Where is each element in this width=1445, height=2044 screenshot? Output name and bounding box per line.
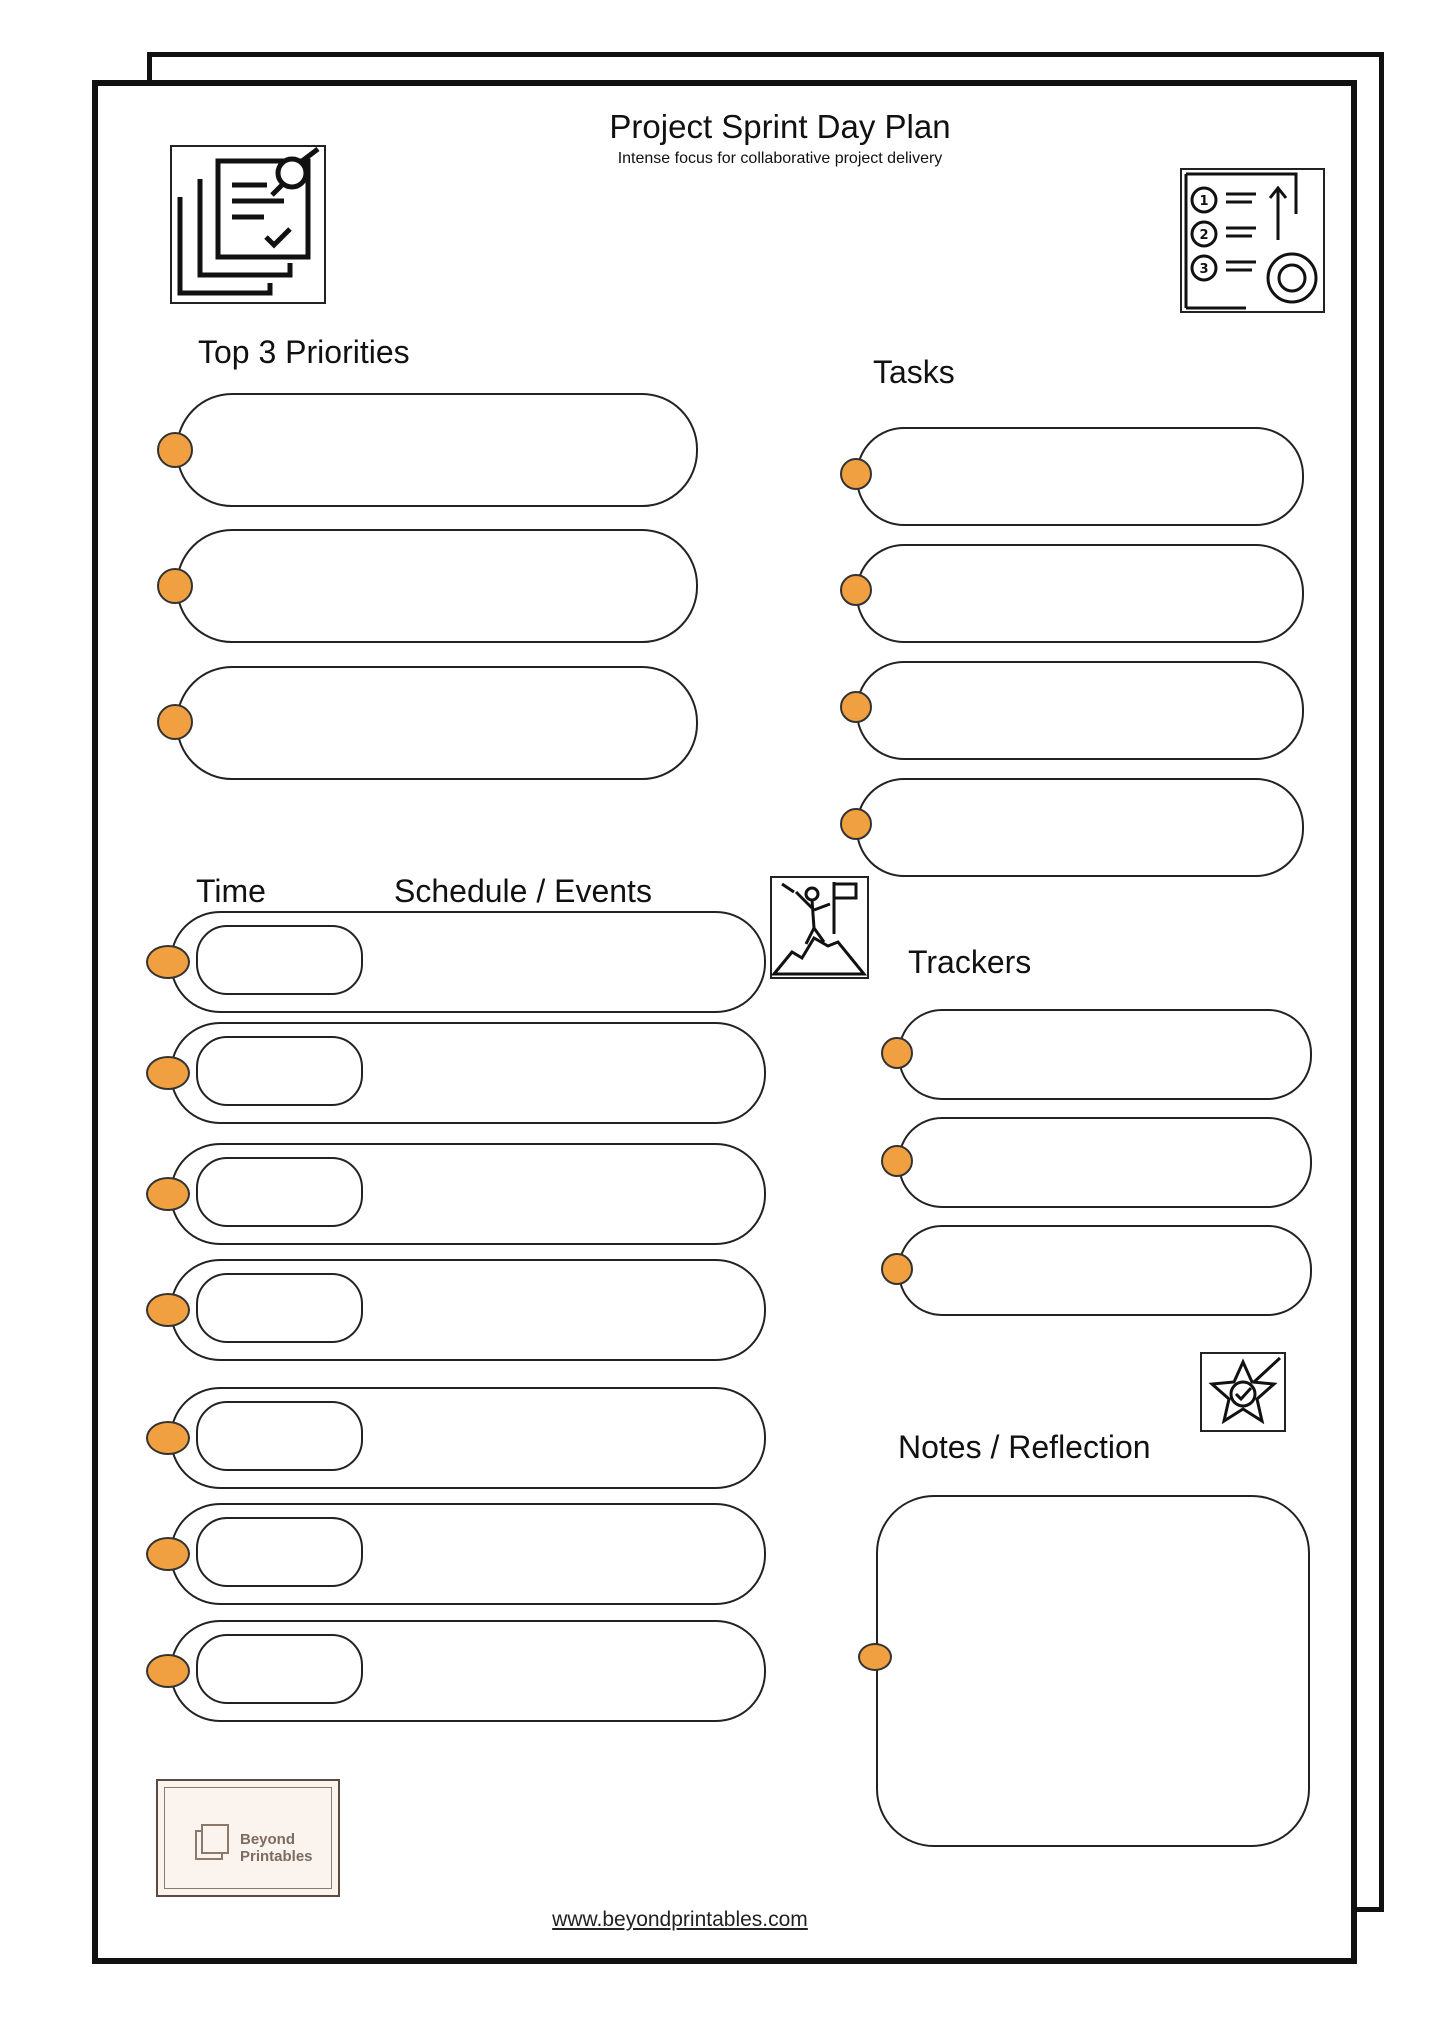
task-field[interactable] [856,778,1304,877]
priority-field[interactable] [176,393,698,507]
task-bullet [840,691,872,723]
time-heading: Time [196,873,266,909]
svg-text:1: 1 [1199,194,1209,209]
task-bullet [840,574,872,606]
schedule-bullet [146,1421,190,1455]
priorities-heading: Top 3 Priorities [198,334,410,370]
svg-text:3: 3 [1199,262,1209,277]
brand-logo [156,1779,340,1897]
tracker-field[interactable] [898,1009,1312,1100]
star-checkmark-icon [1200,1352,1286,1432]
tracker-field[interactable] [898,1117,1312,1208]
priority-bullet [157,568,193,604]
schedule-bullet [146,1177,190,1211]
task-field[interactable] [856,544,1304,643]
notes-heading: Notes / Reflection [898,1429,1151,1465]
schedule-bullet [146,945,190,979]
time-field[interactable] [196,1517,363,1587]
priority-field[interactable] [176,666,698,780]
time-field[interactable] [196,1157,363,1227]
svg-text:2: 2 [1199,228,1209,243]
task-bullet [840,808,872,840]
page-title: Project Sprint Day Plan [609,108,951,145]
logo-line-1: Beyond [240,1831,296,1848]
task-bullet [840,458,872,490]
time-field[interactable] [196,1401,363,1471]
priority-bullet [157,432,193,468]
schedule-bullet [146,1654,190,1688]
trackers-heading: Trackers [908,944,1032,980]
schedule-bullet [146,1293,190,1327]
numbered-list-gear-icon [1180,168,1325,313]
task-field[interactable] [856,661,1304,760]
schedule-heading: Schedule / Events [394,873,652,909]
tracker-field[interactable] [898,1225,1312,1316]
task-field[interactable] [856,427,1304,526]
tracker-bullet [881,1145,913,1177]
priority-field[interactable] [176,529,698,643]
page-subtitle: Intense focus for collaborative project delivery [617,150,943,167]
tasks-heading: Tasks [873,354,955,390]
clipboard-documents-pin-icon [170,145,326,304]
stacked-pages-icon [194,1821,232,1861]
time-field[interactable] [196,1273,363,1343]
time-field[interactable] [196,1036,363,1106]
mountain-summit-flag-icon [770,876,869,979]
priority-bullet [157,704,193,740]
tracker-bullet [881,1037,913,1069]
schedule-bullet [146,1537,190,1571]
website-link[interactable]: www.beyondprintables.com [552,1908,808,1931]
notes-bullet [858,1643,892,1671]
schedule-bullet [146,1056,190,1090]
logo-line-2: Printables [240,1848,313,1865]
notes-field[interactable] [876,1495,1310,1847]
time-field[interactable] [196,1634,363,1704]
tracker-bullet [881,1253,913,1285]
time-field[interactable] [196,925,363,995]
